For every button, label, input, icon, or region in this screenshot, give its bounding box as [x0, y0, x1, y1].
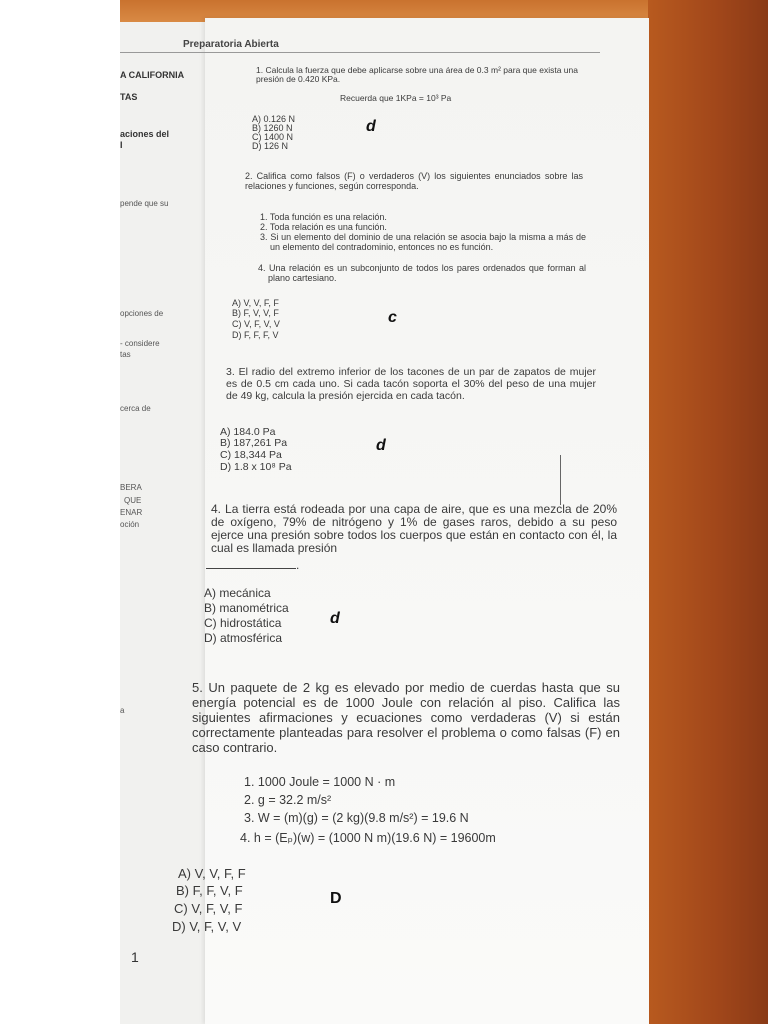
question-1-option: A) 0.126 N — [252, 114, 296, 124]
question-2-statement: 2. Toda relación es una función. — [260, 222, 387, 232]
question-1-hint: Recuerda que 1KPa = 10³ Pa — [340, 93, 452, 103]
left-margin — [0, 0, 120, 1024]
question-5-statement: 2. g = 32.2 m/s² — [244, 793, 332, 807]
question-2-option: A) V, V, F, F — [232, 298, 279, 308]
question-4-option: B) manométrica — [204, 601, 289, 615]
left-fragment: opciones de — [120, 309, 164, 318]
question-3-option: A) 184.0 Pa — [220, 426, 276, 438]
pen-mark — [560, 455, 561, 505]
question-4-end: . — [296, 558, 300, 572]
question-5-option: C) V, F, V, F — [174, 901, 243, 916]
page-header: Preparatoria Abierta — [183, 39, 279, 50]
question-4-handwritten-answer: d — [330, 610, 340, 627]
question-4-option: A) mecánica — [204, 586, 271, 600]
table-surface — [648, 0, 768, 1024]
question-4-text: 4. La tierra está rodeada por una capa de aire, que es una mezcla de 20% de oxígeno, 79% de nitrógeno y 1% de gases raros, debido a su peso ejerce una presión sobre todos los cuerpos que están en contacto con él, la cual es llamada presión — [211, 502, 617, 555]
page-number: 1 — [131, 949, 139, 965]
left-fragment: ENAR — [120, 508, 143, 517]
left-fragment: BERA — [120, 483, 142, 492]
question-5-text: 5. Un paquete de 2 kg es elevado por medio de cuerdas hasta que su energía potencial es de 1000 Joule con relación al piso. Califica las siguientes afirmaciones y ecuaciones como verdaderas (V) si están correctamente planteadas para resolver el problema o como falsas (F) en caso contrario. — [192, 680, 620, 755]
left-fragment: pende que su — [120, 199, 169, 208]
question-5-option: B) F, F, V, F — [176, 883, 243, 898]
question-2-option: C) V, F, V, V — [232, 319, 280, 329]
question-1-option: B) 1260 N — [252, 123, 293, 133]
question-2-statement: 4. Una relación es un subconjunto de todos los pares ordenados que forman al plano cartesiano. — [258, 263, 586, 283]
header-rule — [120, 52, 600, 53]
question-4-option: C) hidrostática — [204, 616, 282, 630]
question-3-handwritten-answer: d — [376, 437, 386, 454]
left-fragment: aciones del — [120, 129, 170, 139]
left-fragment: tas — [120, 350, 131, 359]
left-fragment: QUE — [124, 496, 142, 505]
question-2-statement: 1. Toda función es una relación. — [260, 212, 387, 222]
question-3-option: C) 18,344 Pa — [220, 449, 282, 461]
question-5-option: A) V, V, F, F — [178, 866, 246, 881]
question-5-statement: 3. W = (m)(g) = (2 kg)(9.8 m/s²) = 19.6 N — [244, 811, 469, 825]
question-5-statement: 1. 1000 Joule = 1000 N · m — [244, 775, 396, 789]
question-3-option: B) 187,261 Pa — [220, 437, 288, 449]
question-5-option: D) V, F, V, V — [172, 919, 242, 934]
question-1-option: D) 126 N — [252, 141, 289, 151]
left-fragment: - considere — [120, 339, 160, 348]
question-5-statement: 4. h = (Eₚ)(w) = (1000 N m)(19.6 N) = 19600m — [240, 831, 496, 845]
question-3-text: 3. El radio del extremo inferior de los tacones de un par de zapatos de mujer es de 0.5 cm cada uno. Si cada tacón soporta el 30% del peso de una mujer de 49 kg, calcula la presión ejercida en cada tacón. — [226, 366, 596, 402]
left-fragment: oción — [120, 520, 140, 529]
question-1-handwritten-answer: d — [366, 118, 376, 135]
question-2-option: D) F, F, F, V — [232, 330, 279, 340]
question-1-text: 1. Calcula la fuerza que debe aplicarse sobre una área de 0.3 m² para que exista una presión de 0.420 KPa. — [256, 65, 578, 84]
question-5-handwritten-answer: D — [330, 890, 342, 907]
question-2-option: B) F, V, V, F — [232, 308, 279, 318]
question-2-statement: 3. Si un elemento del dominio de una relación se asocia bajo la misma a más de un elemento del contradominio, entonces no es función. — [260, 232, 586, 252]
answer-blank — [206, 559, 296, 569]
left-fragment: I — [120, 140, 123, 150]
left-fragment: A CALIFORNIA — [120, 70, 185, 80]
question-1-option: C) 1400 N — [252, 132, 294, 142]
question-4-option: D) atmosférica — [204, 631, 283, 645]
left-fragment: a — [120, 706, 125, 715]
question-4-blank-line — [206, 559, 299, 572]
question-2-handwritten-answer: c — [388, 309, 397, 326]
question-2-text: 2. Califica como falsos (F) o verdaderos (V) los siguientes enunciados sobre las relaciones y funciones, según corresponda. — [245, 171, 583, 191]
question-3-option: D) 1.8 x 10⁸ Pa — [220, 461, 292, 473]
left-fragment: cerca de — [120, 404, 151, 413]
left-fragment: TAS — [120, 92, 138, 102]
